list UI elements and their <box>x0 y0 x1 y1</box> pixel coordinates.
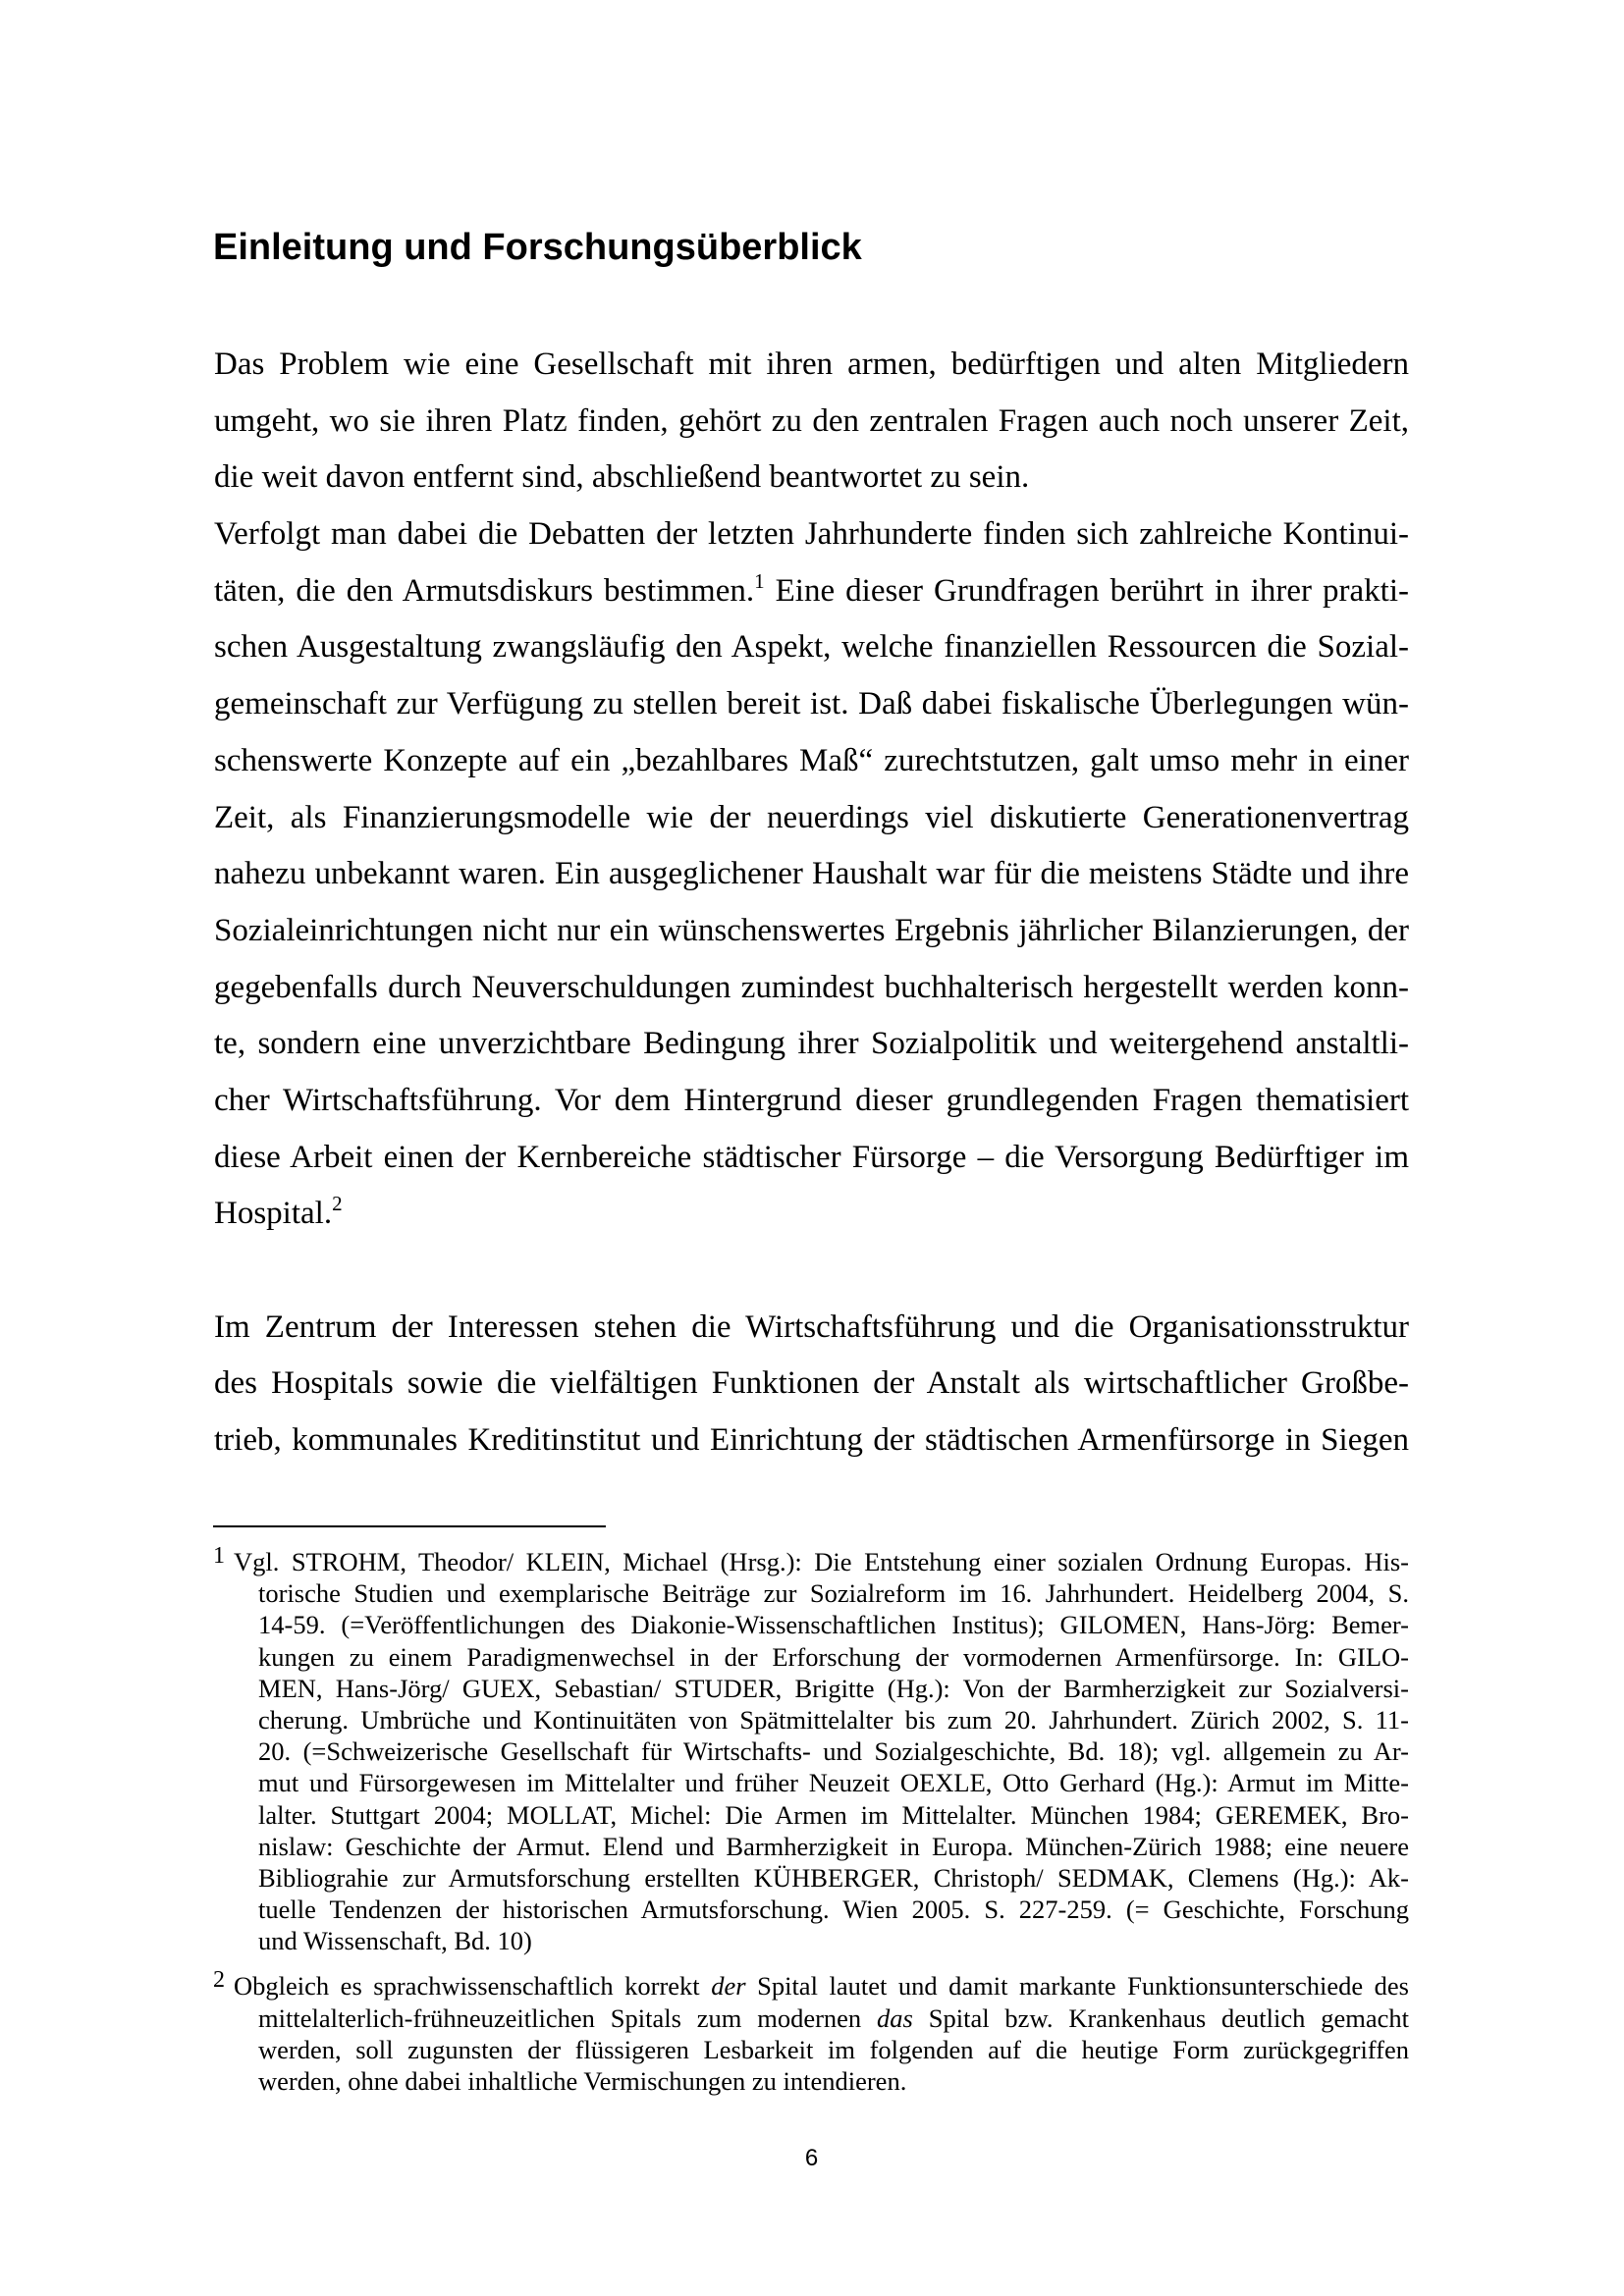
paragraph <box>214 337 1409 507</box>
text-run: Hospital. <box>214 1196 333 1232</box>
text-run: gemeinschaft zur Verfügung zu stellen bereit ist. Daß dabei fiskalische Überlegungen wün- <box>214 686 1409 722</box>
footnote-line <box>213 1641 1409 1673</box>
paragraph <box>214 1300 1409 1469</box>
footnote-line <box>213 2034 1409 2065</box>
footnote-line <box>213 2002 1409 2034</box>
text-run: gegebenfalls durch Neuverschuldungen zumindest buchhalterisch hergestellt werden konn- <box>214 969 1409 1005</box>
text-run: Vgl. STROHM, Theodor/ KLEIN, Michael (Hrsg.): Die Entstehung einer sozialen Ordnung Europas. His- <box>234 1547 1409 1576</box>
text-line <box>214 1413 1409 1469</box>
text-line <box>214 1073 1409 1130</box>
text-run: diese Arbeit einen der Kernbereiche städtischer Fürsorge – die Versorgung Bedürftiger im <box>214 1139 1409 1175</box>
text-run: mittelalterlich-frühneuzeitlichen Spitals zum modernen <box>258 2002 878 2033</box>
text-run: 20. (=Schweizerische Gesellschaft für Wirtschafts- und Sozialgeschichte, Bd. 18); vgl. allgemein zu Ar- <box>258 1736 1409 1767</box>
footnote-line <box>213 1767 1409 1798</box>
text-run: Spital lautet und damit markante Funktionsunterschiede des <box>745 1971 1409 2002</box>
footnote-line <box>213 1673 1409 1704</box>
text-run: nislaw: Geschichte der Armut. Elend und Barmherzigkeit in Europa. München-Zürich 1988; eine neuere <box>258 1831 1409 1861</box>
text-run: kungen zu einem Paradigmenwechsel in der Erforschung der vormodernen Armenfürsorge. In: GILO- <box>258 1641 1409 1672</box>
footnote-1 <box>213 1543 1409 1956</box>
text-line <box>214 846 1409 903</box>
text-line <box>214 563 1409 620</box>
text-run: täten, die den Armutsdiskurs bestimmen. <box>214 572 755 609</box>
text-run: MEN, Hans-Jörg/ GUEX, Sebastian/ STUDER, Brigitte (Hg.): Von der Barmherzigkeit zur Sozialversi- <box>258 1673 1409 1703</box>
text-line <box>214 1016 1409 1073</box>
text-line <box>214 1130 1409 1187</box>
text-line <box>214 337 1409 394</box>
text-run: Zeit, als Finanzierungsmodelle wie der neuerdings viel diskutierte Generationenvertrag <box>214 799 1409 835</box>
text-line <box>214 960 1409 1017</box>
text-run: und Wissenschaft, Bd. 10) <box>258 1926 532 1956</box>
text-run: lalter. Stuttgart 2004; MOLLAT, Michel: Die Armen im Mittelalter. München 1984; GEREMEK, Bro- <box>258 1799 1409 1830</box>
text-run: nahezu unbekannt waren. Ein ausgeglichener Haushalt war für die meistens Städte und ihre <box>214 856 1409 892</box>
body-text <box>214 337 1409 1469</box>
footnote-line <box>213 1862 1409 1894</box>
text-run: Eine dieser Grundfragen berührt in ihrer prakti- <box>764 572 1409 609</box>
footnote-line <box>213 1704 1409 1735</box>
text-run: Das Problem wie eine Gesellschaft mit ihren armen, bedürftigen und alten Mitgliedern <box>214 347 1409 382</box>
text-run: trieb, kommunales Kreditinstitut und Einrichtung der städtischen Armenfürsorge in Siegen <box>214 1422 1409 1459</box>
text-run: Bibliograhie zur Armutsforschung erstellten KÜHBERGER, Christoph/ SEDMAK, Clemens (Hg.): Ak- <box>258 1862 1409 1893</box>
footnotes <box>213 1543 1409 2097</box>
text-run: 14-59. (=Veröffentlichungen des Diakonie-Wissenschaftlichen Institus); GILOMEN, Hans-Jörg: Bemer- <box>258 1610 1409 1640</box>
text-run: cher Wirtschaftsführung. Vor dem Hintergrund dieser grundlegenden Fragen thematisiert <box>214 1082 1409 1118</box>
text-run: werden, soll zugunsten der flüssigeren Lesbarkeit im folgenden auf die heutige Form zurückgegriffen <box>258 2034 1409 2064</box>
text-line <box>214 507 1409 563</box>
italic-text: das <box>877 2002 913 2033</box>
footnote-marker: 2 <box>213 1967 225 1994</box>
text-run: Verfolgt man dabei die Debatten der letzten Jahrhunderte finden sich zahlreiche Kontinui- <box>214 516 1409 553</box>
footnote-reference[interactable]: 1 <box>754 568 765 593</box>
text-run: Im Zentrum der Interessen stehen die Wirtschaftsführung und die Organisationsstruktur <box>214 1308 1409 1345</box>
footnote-line <box>213 1894 1409 1925</box>
text-run: tuelle Tendenzen der historischen Armutsforschung. Wien 2005. S. 227-259. (= Geschichte, Forschung <box>258 1895 1409 1925</box>
text-run: die weit davon entfernt sind, abschließend beantwortet zu sein. <box>214 459 1030 496</box>
footnote-line <box>213 1609 1409 1640</box>
text-run: Sozialeinrichtungen nicht nur ein wünschenswertes Ergebnis jährlicher Bilanzierungen, der <box>214 912 1409 948</box>
text-line <box>214 394 1409 451</box>
text-run: Spital bzw. Krankenhaus deutlich gemacht <box>912 2002 1409 2033</box>
text-line <box>214 1300 1409 1357</box>
text-line <box>214 903 1409 960</box>
text-run: werden, ohne dabei inhaltliche Vermischungen zu intendieren. <box>258 2066 907 2096</box>
text-run: des Hospitals sowie die vielfältigen Funktionen der Anstalt als wirtschaftlicher Großbe- <box>214 1365 1409 1402</box>
text-line <box>214 1356 1409 1413</box>
footnote-line <box>213 1970 1409 2002</box>
text-line <box>214 790 1409 847</box>
text-line <box>214 676 1409 733</box>
text-run: te, sondern eine unverzichtbare Bedingung ihrer Sozialpolitik und weitergehend anstaltli- <box>214 1026 1409 1062</box>
text-line <box>214 733 1409 790</box>
footnote-2 <box>213 1967 1409 2097</box>
footnote-line <box>213 1925 1409 1956</box>
footnote-line <box>213 1735 1409 1767</box>
section-heading: Einleitung und Forschungsüberblick <box>213 227 862 268</box>
italic-text: der <box>711 1971 746 2002</box>
text-line <box>214 450 1409 507</box>
footnote-line <box>213 1546 1409 1577</box>
footnote-line <box>213 1831 1409 1862</box>
footnote-separator <box>213 1525 606 1527</box>
text-line <box>214 619 1409 676</box>
text-run: torische Studien und exemplarische Beiträge zur Sozialreform im 16. Jahrhundert. Heidelberg 2004, S. <box>258 1578 1409 1609</box>
footnote-line <box>213 2065 1409 2097</box>
paragraph-spacer <box>214 1243 1409 1300</box>
text-run: mut und Fürsorgewesen im Mittelalter und früher Neuzeit OEXLE, Otto Gerhard (Hg.): Armut im Mitte- <box>258 1768 1409 1798</box>
footnote-line <box>213 1799 1409 1831</box>
text-line <box>214 1186 1409 1243</box>
text-run: cherung. Umbrüche und Kontinuitäten von Spätmittelalter bis zum 20. Jahrhundert. Zürich 2002, S. 11- <box>258 1704 1409 1735</box>
footnote-marker: 1 <box>213 1543 225 1569</box>
footnote-reference[interactable]: 2 <box>332 1192 343 1216</box>
text-run: schen Ausgestaltung zwangsläufig den Aspekt, welche finanziellen Ressourcen die Sozial- <box>214 629 1409 666</box>
text-run: schenswerte Konzepte auf ein „bezahlbares Maß“ zurechtstutzen, galt umso mehr in einer <box>214 742 1409 778</box>
page-number: 6 <box>804 2145 819 2171</box>
text-run: Obgleich es sprachwissenschaftlich korrekt <box>234 1971 712 2002</box>
paragraph <box>214 507 1409 1243</box>
footnote-line <box>213 1577 1409 1609</box>
text-run: umgeht, wo sie ihren Platz finden, gehört zu den zentralen Fragen auch noch unserer Zeit, <box>214 402 1409 439</box>
